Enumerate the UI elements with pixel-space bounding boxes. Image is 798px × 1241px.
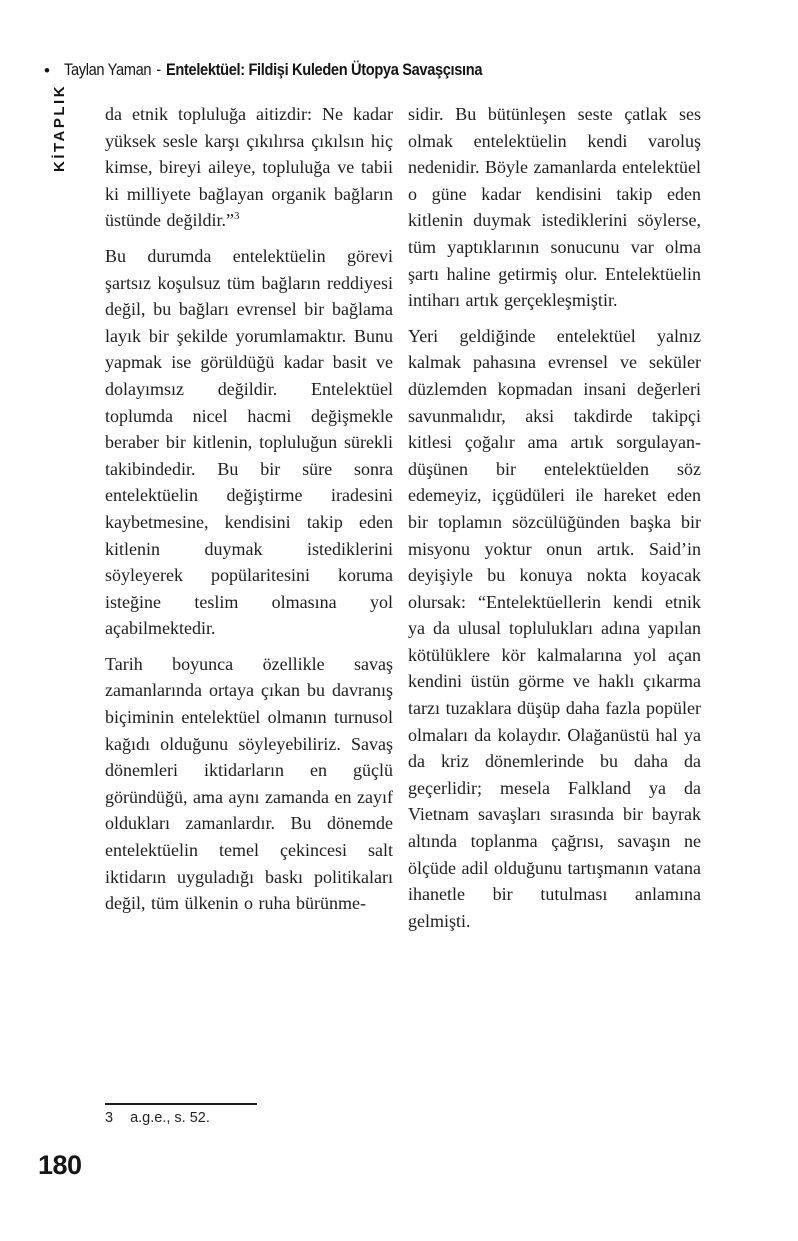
footnote <box>105 1110 210 1126</box>
paragraph: sidir. Bu bütünleşen seste çatlak ses olmak entelektüelin kendi varoluş nedenidir. Böyle zamanlarda entelektüel o güne kadar kendisini takip eden kitlenin duymak istediklerini söylerse, tüm yaptıklarının sonucunu var olma şartı haline getirmiş olur. Entelektüelin intiharı artık gerçekleşmiştir. <box>408 104 701 311</box>
book-review-title: Entelektüel: Fildişi Kuleden Ütopya Savaşçısına <box>165 60 483 79</box>
running-header <box>44 60 550 80</box>
paragraph: Tarih boyunca özellikle savaş zamanlarında ortaya çıkan bu davranış biçiminin entelektüel olmanın turnusol kağıdı olduğunu söyleyebiliriz. Savaş dönemleri iktidarların en güçlü göründüğü, ama aynı zamanda en zayıf oldukları zamanlardır. Bu dönemde entelektüelin temel çekincesi salt iktidarın uyguladığı baskı politikaları değil, tüm ülkenin o ruha bürünme- <box>105 653 393 914</box>
header-text <box>64 60 482 80</box>
footnote-text: a.g.e., s. 52. <box>130 1110 210 1126</box>
paragraph-text: da etnik topluluğa aitizdir: Ne kadar yüksek sesle karşı çıkılırsa çıkılsın hiç kimse, bireyi aileye, topluluğa ve tabii ki milliyete bağlayan organik bağların üstünde değildir.” <box>105 104 393 231</box>
section-label-kitaplik: KİTAPLIK <box>51 83 68 172</box>
header-separator: - <box>156 60 161 79</box>
text-column-right <box>408 101 701 1111</box>
footnote-reference: 3 <box>233 210 240 223</box>
paragraph: Bu durumda entelektüelin görevi şartsız koşulsuz tüm bağların reddiyesi değil, bu bağları evrensel bir bağlama layık bir şekilde yorumlamaktır. Bunu yapmak ise görüldüğü kadar basit ve dolayımsız değildir. Entelektüel toplumda nicel hacmi değişmekle beraber bir kitlenin, topluluğun sürekli takibindedir. Bu bir süre sonra entelektüelin değiştirme iradesini kaybetmesine, kendisini takip eden kitlenin duymak istediklerini söyleyerek popülaritesini koruma isteğine teslim olmasına yol açabilmektedir. <box>105 245 393 639</box>
bullet-icon: • <box>44 60 50 80</box>
author-name: Taylan Yaman <box>63 60 152 79</box>
page-number: 180 <box>38 1150 82 1180</box>
text-column-left <box>105 101 393 1101</box>
paragraph <box>105 101 393 234</box>
footnote-number: 3 <box>105 1110 114 1126</box>
footnote-divider <box>105 1103 257 1105</box>
paragraph: Yeri geldiğinde entelektüel yalnız kalmak pahasına evrensel ve seküler düzlemden kopmadan insani değerleri savunmalıdır, aksi takdirde takipçi kitlesi çoğalır ama artık sorgulayan-düşünen bir entelektüelden söz edemeyiz, içgüdüleri ile hareket eden bir toplamın sözcülüğünden başka bir misyonu yoktur onun artık. Said’in deyişiyle bu konuya nokta koyacak olursak: “Entelektüellerin kendi etnik ya da ulusal toplulukları adına yapılan kötülüklere kör kalmalarına yol açan kendini üstün görme ve haklı çıkarma tarzı tuzaklara düşüp daha fazla popüler olmaları da kolaydır. Olağanüstü hal ya da kriz dönemlerinde bu daha da geçerlidir; mesela Falkland ya da Vietnam savaşları sırasında bir bayrak altında toplanma çağrısı, savaşın ne ölçüde adil olduğunu tartışmanın vatana ihanetle bir tutulması anlamına gelmişti. <box>408 325 701 931</box>
